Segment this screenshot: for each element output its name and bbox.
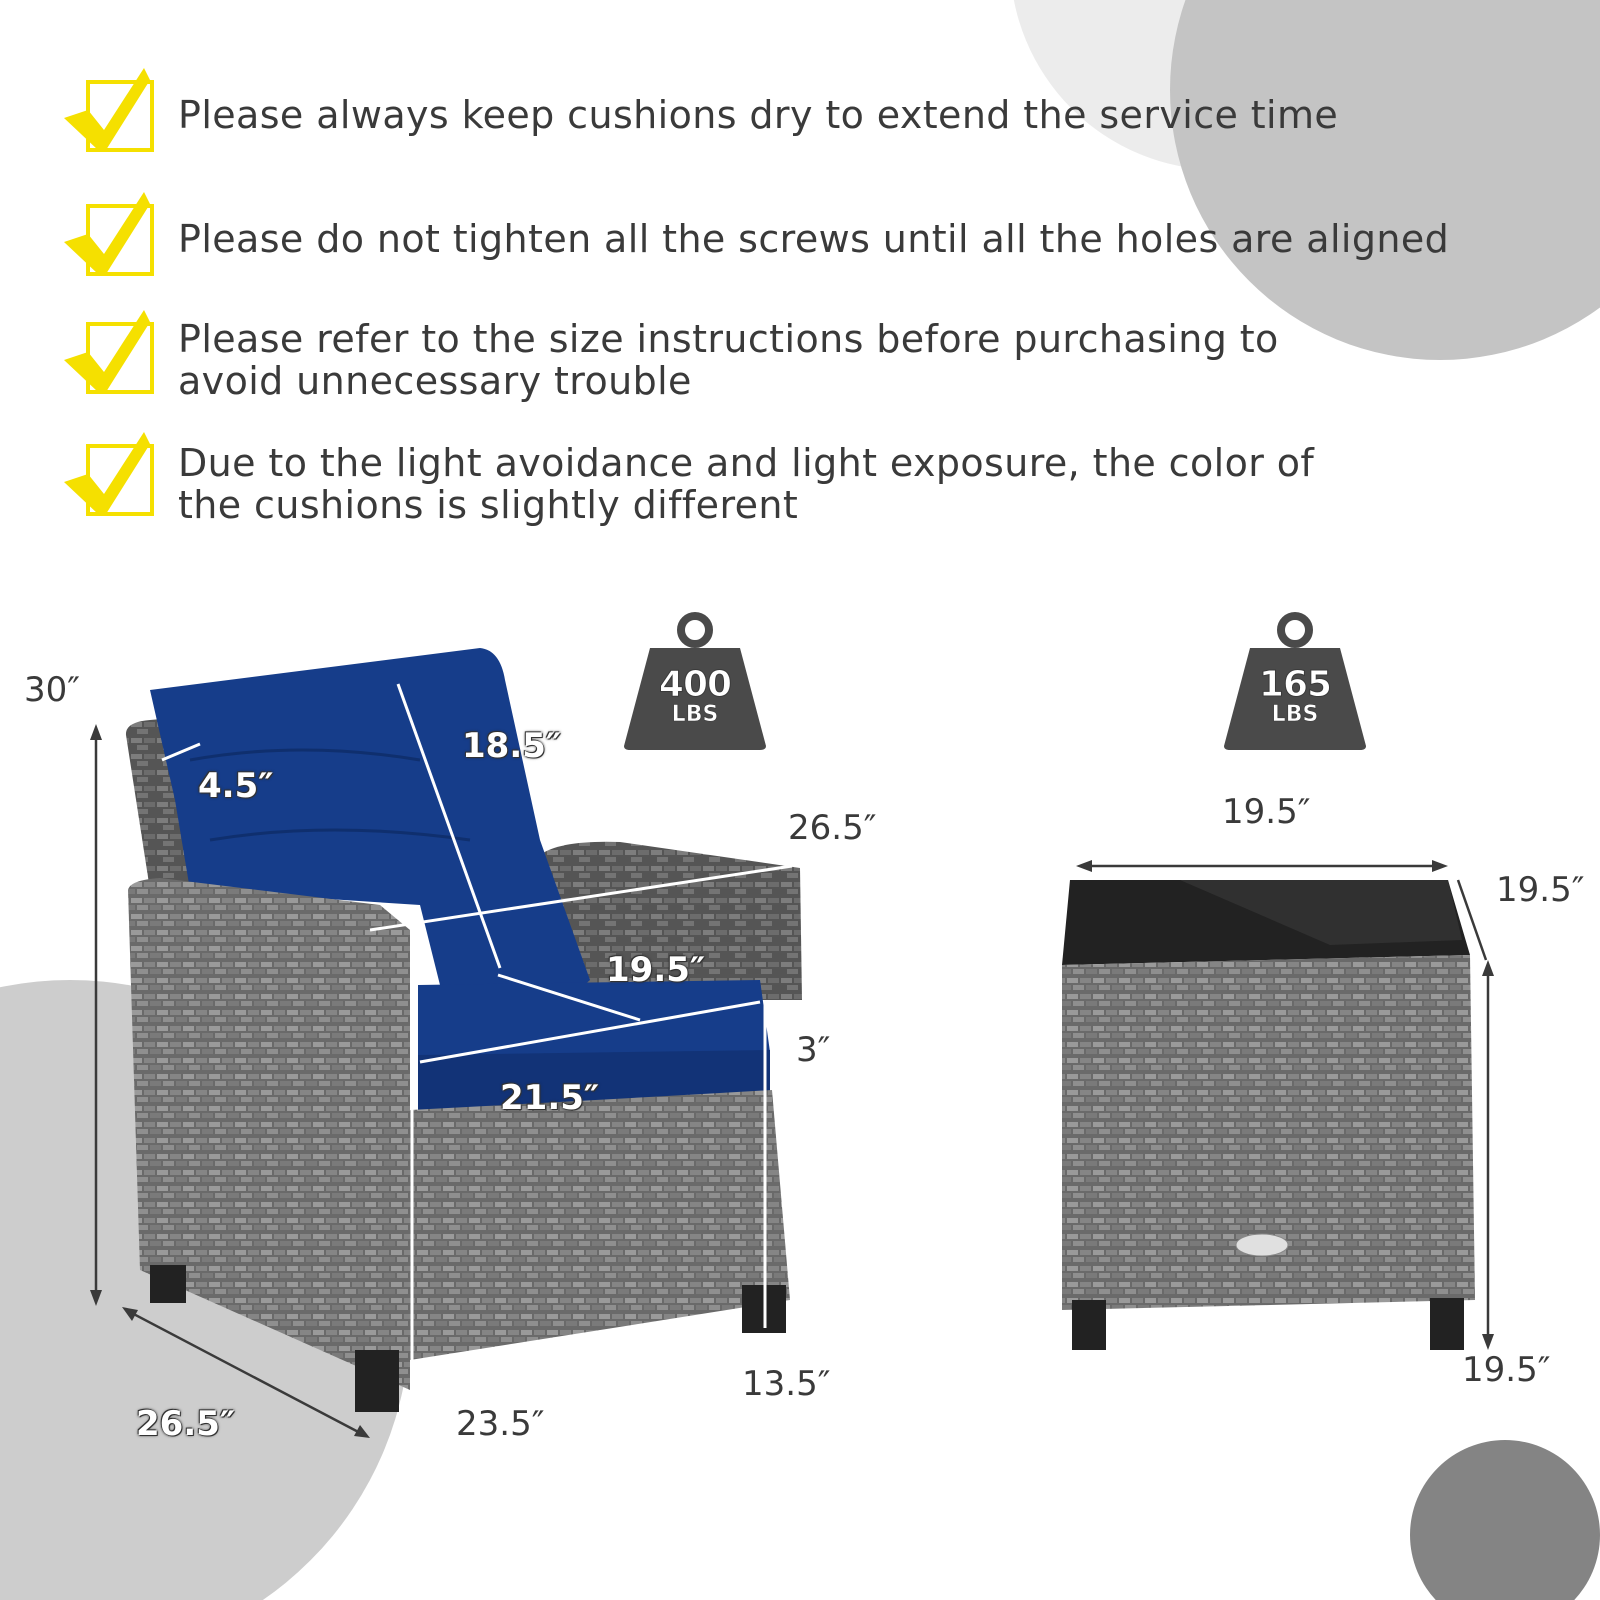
chair-capacity-value: 400: [658, 664, 732, 705]
table-height-label: 19.5″: [1462, 1350, 1551, 1390]
chair-capacity-unit: LBS: [671, 702, 719, 727]
chair-armrest-height-label: 23.5″: [456, 1404, 545, 1444]
chair-cushion-thickness-label: 4.5″: [198, 766, 274, 806]
table-leg: [1072, 1300, 1106, 1350]
chair-depth-label: 26.5″: [136, 1404, 236, 1444]
chair-width-label: 26.5″: [788, 808, 877, 848]
table-depth-label: 19.5″: [1496, 870, 1585, 910]
table-brand-plate: [1236, 1234, 1288, 1256]
note-3-line-1: Please refer to the size instructions before purchasing to: [178, 317, 1279, 361]
table-body: [1062, 955, 1475, 1310]
note-3-line-2: avoid unnecessary trouble: [178, 359, 692, 403]
chair-backrest-height-label: 18.5″: [462, 726, 562, 766]
table-capacity-badge: [1220, 612, 1370, 752]
note-1: Please always keep cushions dry to extend the service time: [178, 93, 1339, 137]
table-leg: [1430, 1298, 1464, 1350]
table-capacity-value: 165: [1258, 664, 1332, 705]
chair-seat-width-label: 21.5″: [500, 1078, 600, 1118]
chair-overall-height-label: 30″: [24, 670, 80, 710]
chair-seat-height-label: 13.5″: [742, 1364, 831, 1404]
chair-seat-depth-label: 19.5″: [606, 950, 706, 990]
table-width-label: 19.5″: [1222, 792, 1311, 832]
table-capacity-unit: LBS: [1271, 702, 1319, 727]
note-4-line-2: the cushions is slightly different: [178, 483, 799, 527]
note-2: Please do not tighten all the screws until all the holes are aligned: [178, 217, 1450, 261]
note-4-line-1: Due to the light avoidance and light exposure, the color of: [178, 441, 1315, 485]
chair-seat-cushion-thickness-label: 3″: [796, 1030, 831, 1070]
